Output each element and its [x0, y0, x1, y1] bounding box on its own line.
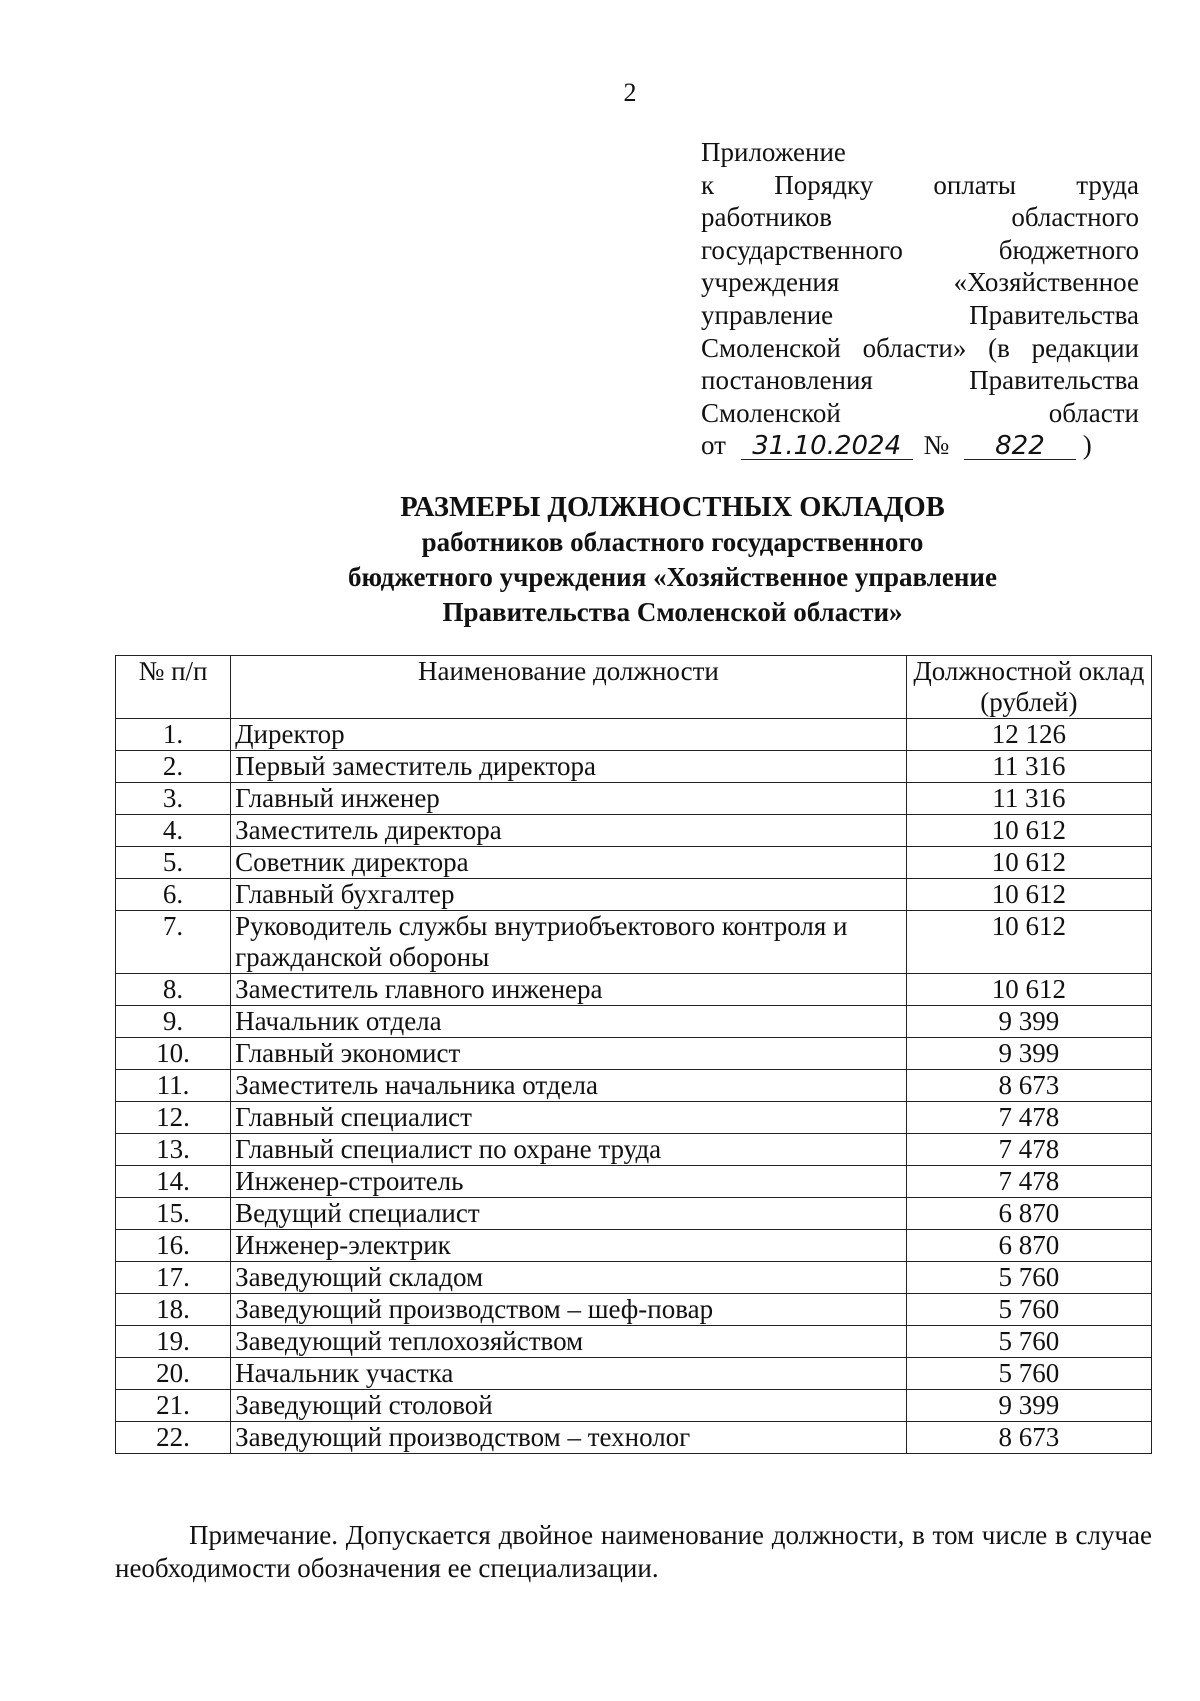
table-row: [116, 783, 1152, 815]
table-row: [116, 815, 1152, 847]
page-number: 2: [623, 78, 637, 107]
appendix-line: Смоленской области» (в редакции: [701, 332, 1139, 363]
row-num: 14.: [116, 1166, 231, 1198]
row-num: 16.: [116, 1230, 231, 1262]
table-row: [116, 719, 1152, 751]
appendix-line: постановления Правительства: [701, 365, 1139, 396]
row-position-name: Ведущий специалист: [231, 1198, 907, 1230]
row-salary: 9 399: [906, 1390, 1151, 1422]
closing-paren: ): [1082, 430, 1092, 461]
table-row: [116, 1294, 1152, 1326]
table-row: [116, 1134, 1152, 1166]
row-position-name: Главный инженер: [231, 783, 907, 815]
handwritten-number: 822: [964, 433, 1076, 460]
row-num: 22.: [116, 1422, 231, 1454]
row-salary: 5 760: [906, 1294, 1151, 1326]
row-salary: 11 316: [906, 751, 1151, 783]
appendix-block: [701, 136, 1139, 462]
table-row: [116, 1326, 1152, 1358]
row-position-name: Заместитель директора: [231, 815, 907, 847]
table-row: [116, 1102, 1152, 1134]
row-position-name: Заведующий производством – технолог: [231, 1422, 907, 1454]
row-num: 9.: [116, 1006, 231, 1038]
row-num: 20.: [116, 1358, 231, 1390]
row-num: 21.: [116, 1390, 231, 1422]
table-row: [116, 1358, 1152, 1390]
row-num: 6.: [116, 879, 231, 911]
row-position-name: Главный бухгалтер: [231, 879, 907, 911]
row-num: 4.: [116, 815, 231, 847]
table-row: [116, 1166, 1152, 1198]
row-num: 12.: [116, 1102, 231, 1134]
table-row: [116, 1390, 1152, 1422]
title-line: Правительства Смоленской области»: [442, 597, 903, 627]
appendix-line: работников областного: [701, 202, 1139, 233]
row-position-name: Заместитель главного инженера: [231, 974, 907, 1006]
row-position-name: Советник директора: [231, 847, 907, 879]
row-salary: 5 760: [906, 1358, 1151, 1390]
row-salary: 7 478: [906, 1102, 1151, 1134]
row-salary: 7 478: [906, 1134, 1151, 1166]
appendix-line: государственного бюджетного: [701, 234, 1139, 265]
appendix-line: Смоленской области: [701, 397, 1139, 428]
row-num: 13.: [116, 1134, 231, 1166]
row-num: 18.: [116, 1294, 231, 1326]
row-position-name: Заведующий складом: [231, 1262, 907, 1294]
row-position-name: Заведующий производством – шеф-повар: [231, 1294, 907, 1326]
row-position-name: Начальник участка: [231, 1358, 907, 1390]
row-num: 10.: [116, 1038, 231, 1070]
row-position-name: Главный специалист по охране труда: [231, 1134, 907, 1166]
salary-table: [115, 655, 1152, 1454]
title-line: РАЗМЕРЫ ДОЛЖНОСТНЫХ ОКЛАДОВ: [400, 492, 945, 523]
row-num: 11.: [116, 1070, 231, 1102]
row-salary: 10 612: [906, 847, 1151, 879]
table-row: [116, 1038, 1152, 1070]
row-salary: 6 870: [906, 1198, 1151, 1230]
row-num: 3.: [116, 783, 231, 815]
note: Примечание. Допускается двойное наименование должности, в том числе в случае необходимости обозначения ее специализации.: [115, 1520, 1152, 1583]
row-salary: 5 760: [906, 1262, 1151, 1294]
row-salary: 6 870: [906, 1230, 1151, 1262]
row-salary: 10 612: [906, 815, 1151, 847]
row-position-name: Заведующий теплохозяйством: [231, 1326, 907, 1358]
row-salary: 10 612: [906, 911, 1151, 974]
row-salary: 10 612: [906, 879, 1151, 911]
row-salary: 11 316: [906, 783, 1151, 815]
row-salary: 8 673: [906, 1422, 1151, 1454]
row-position-name: Главный специалист: [231, 1102, 907, 1134]
row-position-name: Инженер-электрик: [231, 1230, 907, 1262]
document-title: [0, 490, 1200, 630]
title-line: бюджетного учреждения «Хозяйственное управление: [348, 562, 997, 592]
row-num: 8.: [116, 974, 231, 1006]
header-name: Наименование должности: [231, 656, 907, 719]
appendix-line: управление Правительства: [701, 299, 1139, 330]
row-position-name: Директор: [231, 719, 907, 751]
table-row: [116, 1262, 1152, 1294]
table-body: [116, 719, 1152, 1454]
table-row: [116, 1070, 1152, 1102]
handwritten-date: 31.10.2024: [741, 433, 913, 460]
row-position-name: Главный экономист: [231, 1038, 907, 1070]
table-row: [116, 847, 1152, 879]
row-num: 17.: [116, 1262, 231, 1294]
table-header-row: [116, 656, 1152, 719]
row-num: 19.: [116, 1326, 231, 1358]
number-sign: №: [923, 430, 950, 461]
header-num: № п/п: [116, 656, 231, 719]
appendix-line: учреждения «Хозяйственное: [701, 267, 1139, 298]
table-row: [116, 911, 1152, 974]
appendix-line: к Порядку оплаты труда: [701, 169, 1139, 200]
row-num: 7.: [116, 911, 231, 974]
table-row: [116, 1422, 1152, 1454]
row-position-name: Заведующий столовой: [231, 1390, 907, 1422]
row-salary: 7 478: [906, 1166, 1151, 1198]
row-position-name: Инженер-строитель: [231, 1166, 907, 1198]
row-salary: 12 126: [906, 719, 1151, 751]
row-position-name: Первый заместитель директора: [231, 751, 907, 783]
row-salary: 10 612: [906, 974, 1151, 1006]
table-row: [116, 1230, 1152, 1262]
row-num: 15.: [116, 1198, 231, 1230]
title-line: работников областного государственного: [421, 527, 924, 557]
row-salary: 5 760: [906, 1326, 1151, 1358]
row-position-name: Руководитель службы внутриобъектового контроля и гражданской обороны: [231, 911, 907, 974]
row-position-name: Начальник отдела: [231, 1006, 907, 1038]
table-row: [116, 751, 1152, 783]
row-salary: 9 399: [906, 1038, 1151, 1070]
table-row: [116, 1006, 1152, 1038]
appendix-line: Приложение: [701, 137, 846, 167]
row-num: 5.: [116, 847, 231, 879]
row-salary: 9 399: [906, 1006, 1151, 1038]
date-prefix: от: [701, 430, 726, 461]
appendix-date-line: [701, 429, 1139, 462]
row-num: 2.: [116, 751, 231, 783]
row-position-name: Заместитель начальника отдела: [231, 1070, 907, 1102]
row-salary: 8 673: [906, 1070, 1151, 1102]
table-row: [116, 974, 1152, 1006]
table-row: [116, 879, 1152, 911]
table-row: [116, 1198, 1152, 1230]
header-salary: Должностной оклад (рублей): [906, 656, 1151, 719]
row-num: 1.: [116, 719, 231, 751]
